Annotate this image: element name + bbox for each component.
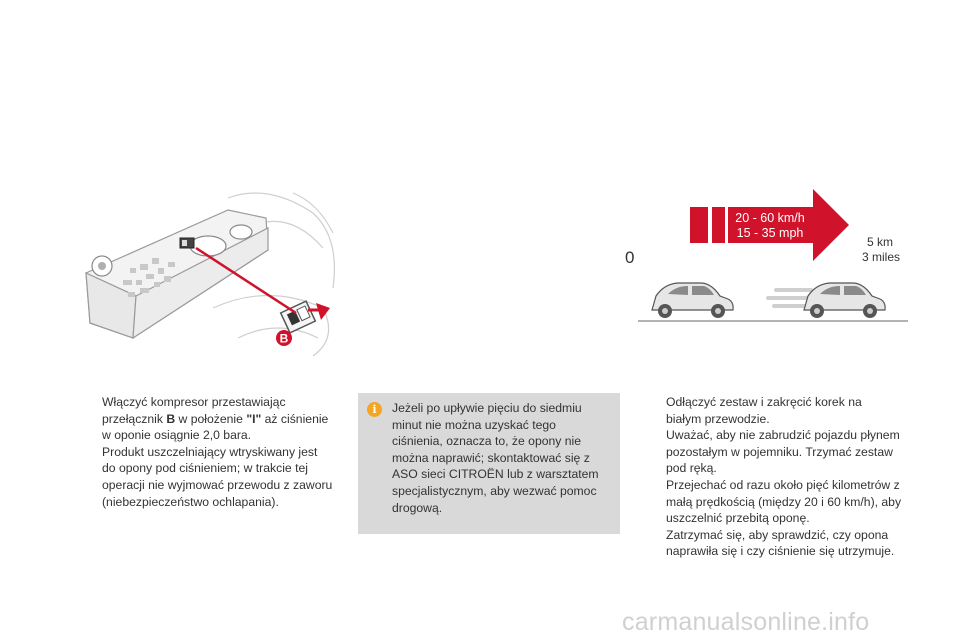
start-label: 0: [625, 248, 635, 267]
list-item: Przejechać od razu około pięć kilometrów z małą prędkością (między 20 i 60 km/h), aby uszczelnić przebitą oponę.: [666, 477, 902, 526]
speed-arrow: [728, 189, 849, 261]
speed-mph-label: 15 - 35 mph: [736, 226, 804, 240]
car-moving-icon: [804, 283, 885, 318]
list-item: Włączyć kompresor przestawiając przełącznik B w położenie "I" aż ciśnienie w oponie osiągnie 2,0 bara. Produkt uszczelniający wtryskiwany jest do opony pod ciśnieniem; w trakcie tej operacji nie wyjmować przewodu z zaworu (niebezpieczeństwo ochlapania).: [102, 395, 333, 509]
speed-bar-2: [712, 207, 725, 243]
info-icon: i: [367, 402, 382, 417]
car-stationary-icon: [652, 283, 733, 318]
distance-miles-label: 3 miles: [862, 250, 901, 264]
distance-km-label: 5 km: [867, 235, 894, 249]
left-instructions: [78, 394, 348, 510]
list-item: Zatrzymać się, aby sprawdzić, czy opona naprawiła się i czy ciśnienie się utrzymuje.: [666, 527, 895, 559]
list-item: Odłączyć zestaw i zakręcić korek na białym przewodzie. Uważać, aby nie zabrudzić pojazdu płynem pozostałym w pojemniku. Trzymać zestaw pod ręką.: [666, 395, 900, 476]
info-text: Jeżeli po upływie pięciu do siedmiu minut nie można uzyskać tego ciśnienia, oznacza to, że opony nie można naprawić; skontaktować się z ASO sieci CITROËN lub z warsztatem specjalistycznym, aby wezwać pomoc drogową.: [392, 401, 599, 515]
compressor-illustration: [78, 188, 340, 360]
speed-illustration: [616, 186, 916, 326]
right-instructions: [642, 394, 922, 560]
speed-kmh-label: 20 - 60 km/h: [735, 211, 805, 225]
speed-bar-1: [690, 207, 708, 243]
watermark: carmanualsonline.info: [622, 608, 870, 636]
callout-b-label: B: [279, 331, 289, 346]
